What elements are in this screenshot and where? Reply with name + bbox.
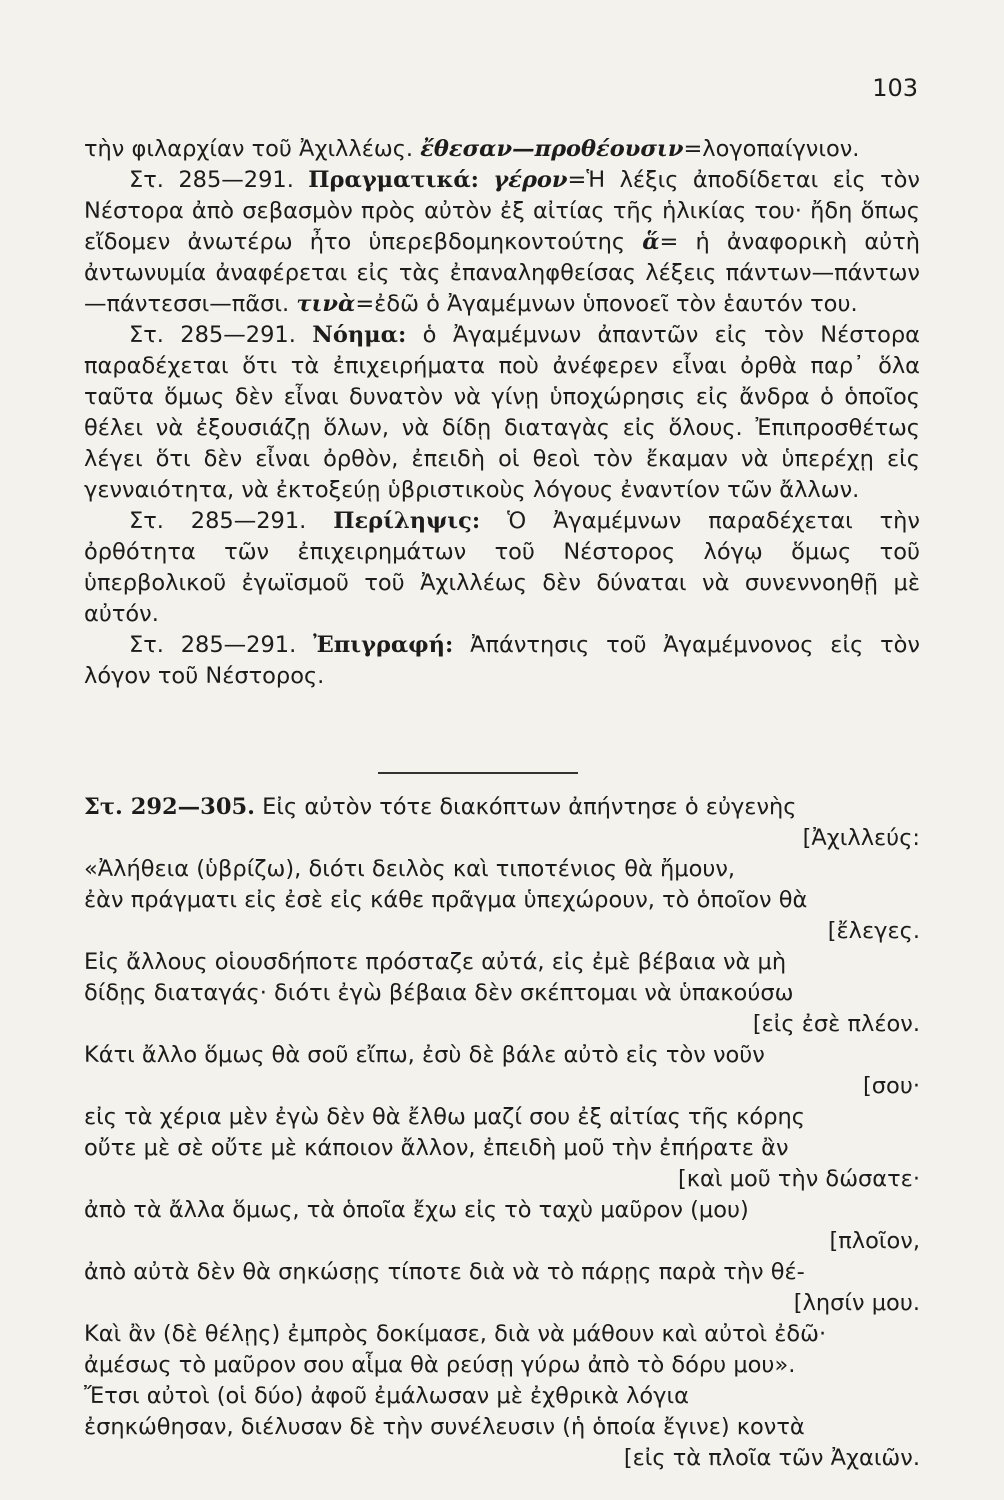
translation-line: ἐσηκώθησαν, διέλυσαν δὲ τὴν συνέλευσιν (ἡ ὁποία ἔγινε) κοντὰ	[84, 1414, 805, 1440]
line-continuation: [καὶ μοῦ τὴν δώσατε·	[678, 1166, 920, 1192]
commentary-paragraph	[84, 320, 920, 506]
verse-reference: Στ. 285—291.	[129, 508, 307, 534]
translation-line: οὔτε μὲ σὲ οὔτε μὲ κάποιον ἄλλον, ἐπειδὴ μοῦ τὴν ἐπήρατε ἂν	[84, 1135, 789, 1161]
paragraph-text: τὴν φιλαρχίαν τοῦ Ἀχιλλέως.	[84, 136, 414, 162]
verse-reference: Στ. 285—291.	[129, 167, 294, 193]
section-label: Νόημα:	[312, 322, 407, 348]
line-continuation: [Ἀχιλλεύς:	[802, 825, 920, 851]
glossed-term: ἔθεσαν—προθέουσιν	[420, 136, 684, 162]
commentary-paragraph	[84, 506, 920, 630]
line-continuation: [πλοῖον,	[829, 1228, 920, 1254]
paragraph-text: = ἡ ἀναφορικὴ αὐτὴ ἀντωνυμία ἀναφέρεται εἰς τὰς ἐπαναληφθείσας λέξεις πάντων—πάντων—πάντεσσι—πᾶσι.	[84, 229, 920, 317]
translation-line: ἀπὸ αὐτὰ δὲν θὰ σηκώσῃς τίποτε διὰ νὰ τὸ πάρῃς παρὰ τὴν θέ-	[84, 1259, 805, 1285]
translation-line: Ἔτσι αὐτοὶ (οἱ δύο) ἀφοῦ ἐμάλωσαν μὲ ἐχθρικὰ λόγια	[84, 1383, 689, 1409]
line-continuation: [σου·	[863, 1073, 920, 1099]
section-label: Πραγματικά:	[308, 167, 479, 193]
page-number: 103	[872, 74, 918, 102]
commentary-paragraph	[84, 134, 920, 165]
paragraph-text: =λογοπαίγνιον.	[683, 136, 860, 162]
commentary-paragraph	[84, 630, 920, 692]
commentary-block	[84, 134, 920, 692]
translation-line: δίδῃς διαταγάς· διότι ἐγὼ βέβαια δὲν σκέπτομαι νὰ ὑπακούσω	[84, 980, 794, 1006]
translation-block	[84, 792, 920, 1474]
commentary-paragraph	[84, 165, 920, 320]
translation-line: ἀμέσως τὸ μαῦρον σου αἷμα θὰ ρεύσῃ γύρω ἀπὸ τὸ δόρυ μου».	[84, 1352, 796, 1378]
section-label: Ἐπιγραφή:	[313, 632, 454, 658]
verse-reference: Στ. 292—305.	[84, 794, 255, 820]
line-continuation: [εἰς τὰ πλοῖα τῶν Ἀχαιῶν.	[623, 1445, 920, 1471]
paragraph-text: =ἐδῶ ὁ Ἀγαμέμνων ὑπονοεῖ τὸν ἑαυτόν του.	[355, 291, 858, 317]
section-label: Περίληψις:	[333, 508, 481, 534]
translation-line: «Ἀλήθεια (ὑβρίζω), διότι δειλὸς καὶ τιποτένιος θὰ ἤμουν,	[84, 856, 736, 882]
translation-line: ἀπὸ τὰ ἄλλα ὅμως, τὰ ὁποῖα ἔχω εἰς τὸ ταχὺ μαῦρον (μου)	[84, 1197, 749, 1223]
glossed-term: γέρον	[493, 167, 568, 193]
verse-reference: Στ. 285—291.	[129, 322, 296, 348]
paragraph-text: ὁ Ἀγαμέμνων ἀπαντῶν εἰς τὸν Νέστορα παραδέχεται ὅτι τὰ ἐπιχειρήματα ποὺ ἀνέφερεν εἶναι ὀρθὰ παρ᾽ ὅλα ταῦτα ὅμως δὲν εἶναι δυνατὸν νὰ γίνῃ ὑποχώρησις εἰς ἄνδρα ὁ ὁποῖος θέλει νὰ ἐξουσιάζῃ ὅλων, νὰ δίδῃ διαταγὰς εἰς ὅλους. Ἐπιπροσθέτως λέγει ὅτι δὲν εἶναι ὀρθὸν, ἐπειδὴ οἱ θεοὶ τὸν ἔκαμαν νὰ ὑπερέχῃ εἰς γενναιότητα, νὰ ἐκτοξεύῃ ὑβριστικοὺς λόγους ἐναντίον τῶν ἄλλων.	[84, 322, 920, 503]
section-divider	[378, 772, 578, 774]
translation-line: Εἰς ἄλλους οἱουσδήποτε πρόσταζε αὐτά, εἰς ἐμὲ βέβαια νὰ μὴ	[84, 949, 787, 975]
translation-line: Κάτι ἄλλο ὅμως θὰ σοῦ εἴπω, ἐσὺ δὲ βάλε αὐτὸ εἰς τὸν νοῦν	[84, 1042, 765, 1068]
paragraph-text: =Ἡ λέξις ἀποδίδεται εἰς τὸν Νέστορα ἀπὸ σεβασμὸν πρὸς αὐτὸν ἐξ αἰτίας τῆς ἡλικίας του· ἤδη ὅπως εἴδομεν ἀνωτέρω ἦτο ὑπερεβδομηκοντούτης	[84, 167, 920, 255]
line-continuation: [εἰς ἐσὲ πλέον.	[752, 1011, 920, 1037]
translation-line: Στ. 292—305. Εἰς αὐτὸν τότε διακόπτων ἀπήντησε ὁ εὐγενὴς	[84, 794, 797, 820]
line-continuation: [ἔλεγες.	[827, 918, 920, 944]
glossed-term: τινὰ	[296, 291, 356, 317]
glossed-term: ἅ	[642, 229, 660, 255]
paragraph-text: Ὁ Ἀγαμέμνων παραδέχεται τὴν ὀρθότητα τῶν ἐπιχειρημάτων τοῦ Νέστορος λόγῳ ὅμως τοῦ ὑπερβολικοῦ ἐγωϊσμοῦ τοῦ Ἀχιλλέως δὲν δύναται νὰ συνεννοηθῇ μὲ αὐτόν.	[84, 508, 921, 627]
translation-line: εἰς τὰ χέρια μὲν ἐγὼ δὲν θὰ ἔλθω μαζί σου ἐξ αἰτίας τῆς κόρης	[84, 1104, 805, 1130]
verse-reference: Στ. 285—291.	[129, 632, 297, 658]
translation-line: Καὶ ἂν (δὲ θέλῃς) ἐμπρὸς δοκίμασε, διὰ νὰ μάθουν καὶ αὐτοὶ ἐδῶ·	[84, 1321, 827, 1347]
line-continuation: [λησίν μου.	[793, 1290, 920, 1316]
paragraph-text: Ἀπάντησις τοῦ Ἀγαμέμνονος εἰς τὸν λόγον τοῦ Νέστορος.	[84, 632, 920, 689]
translation-line: ἐὰν πράγματι εἰς ἐσὲ εἰς κάθε πρᾶγμα ὑπεχώρουν, τὸ ὁποῖον θὰ	[84, 887, 808, 913]
